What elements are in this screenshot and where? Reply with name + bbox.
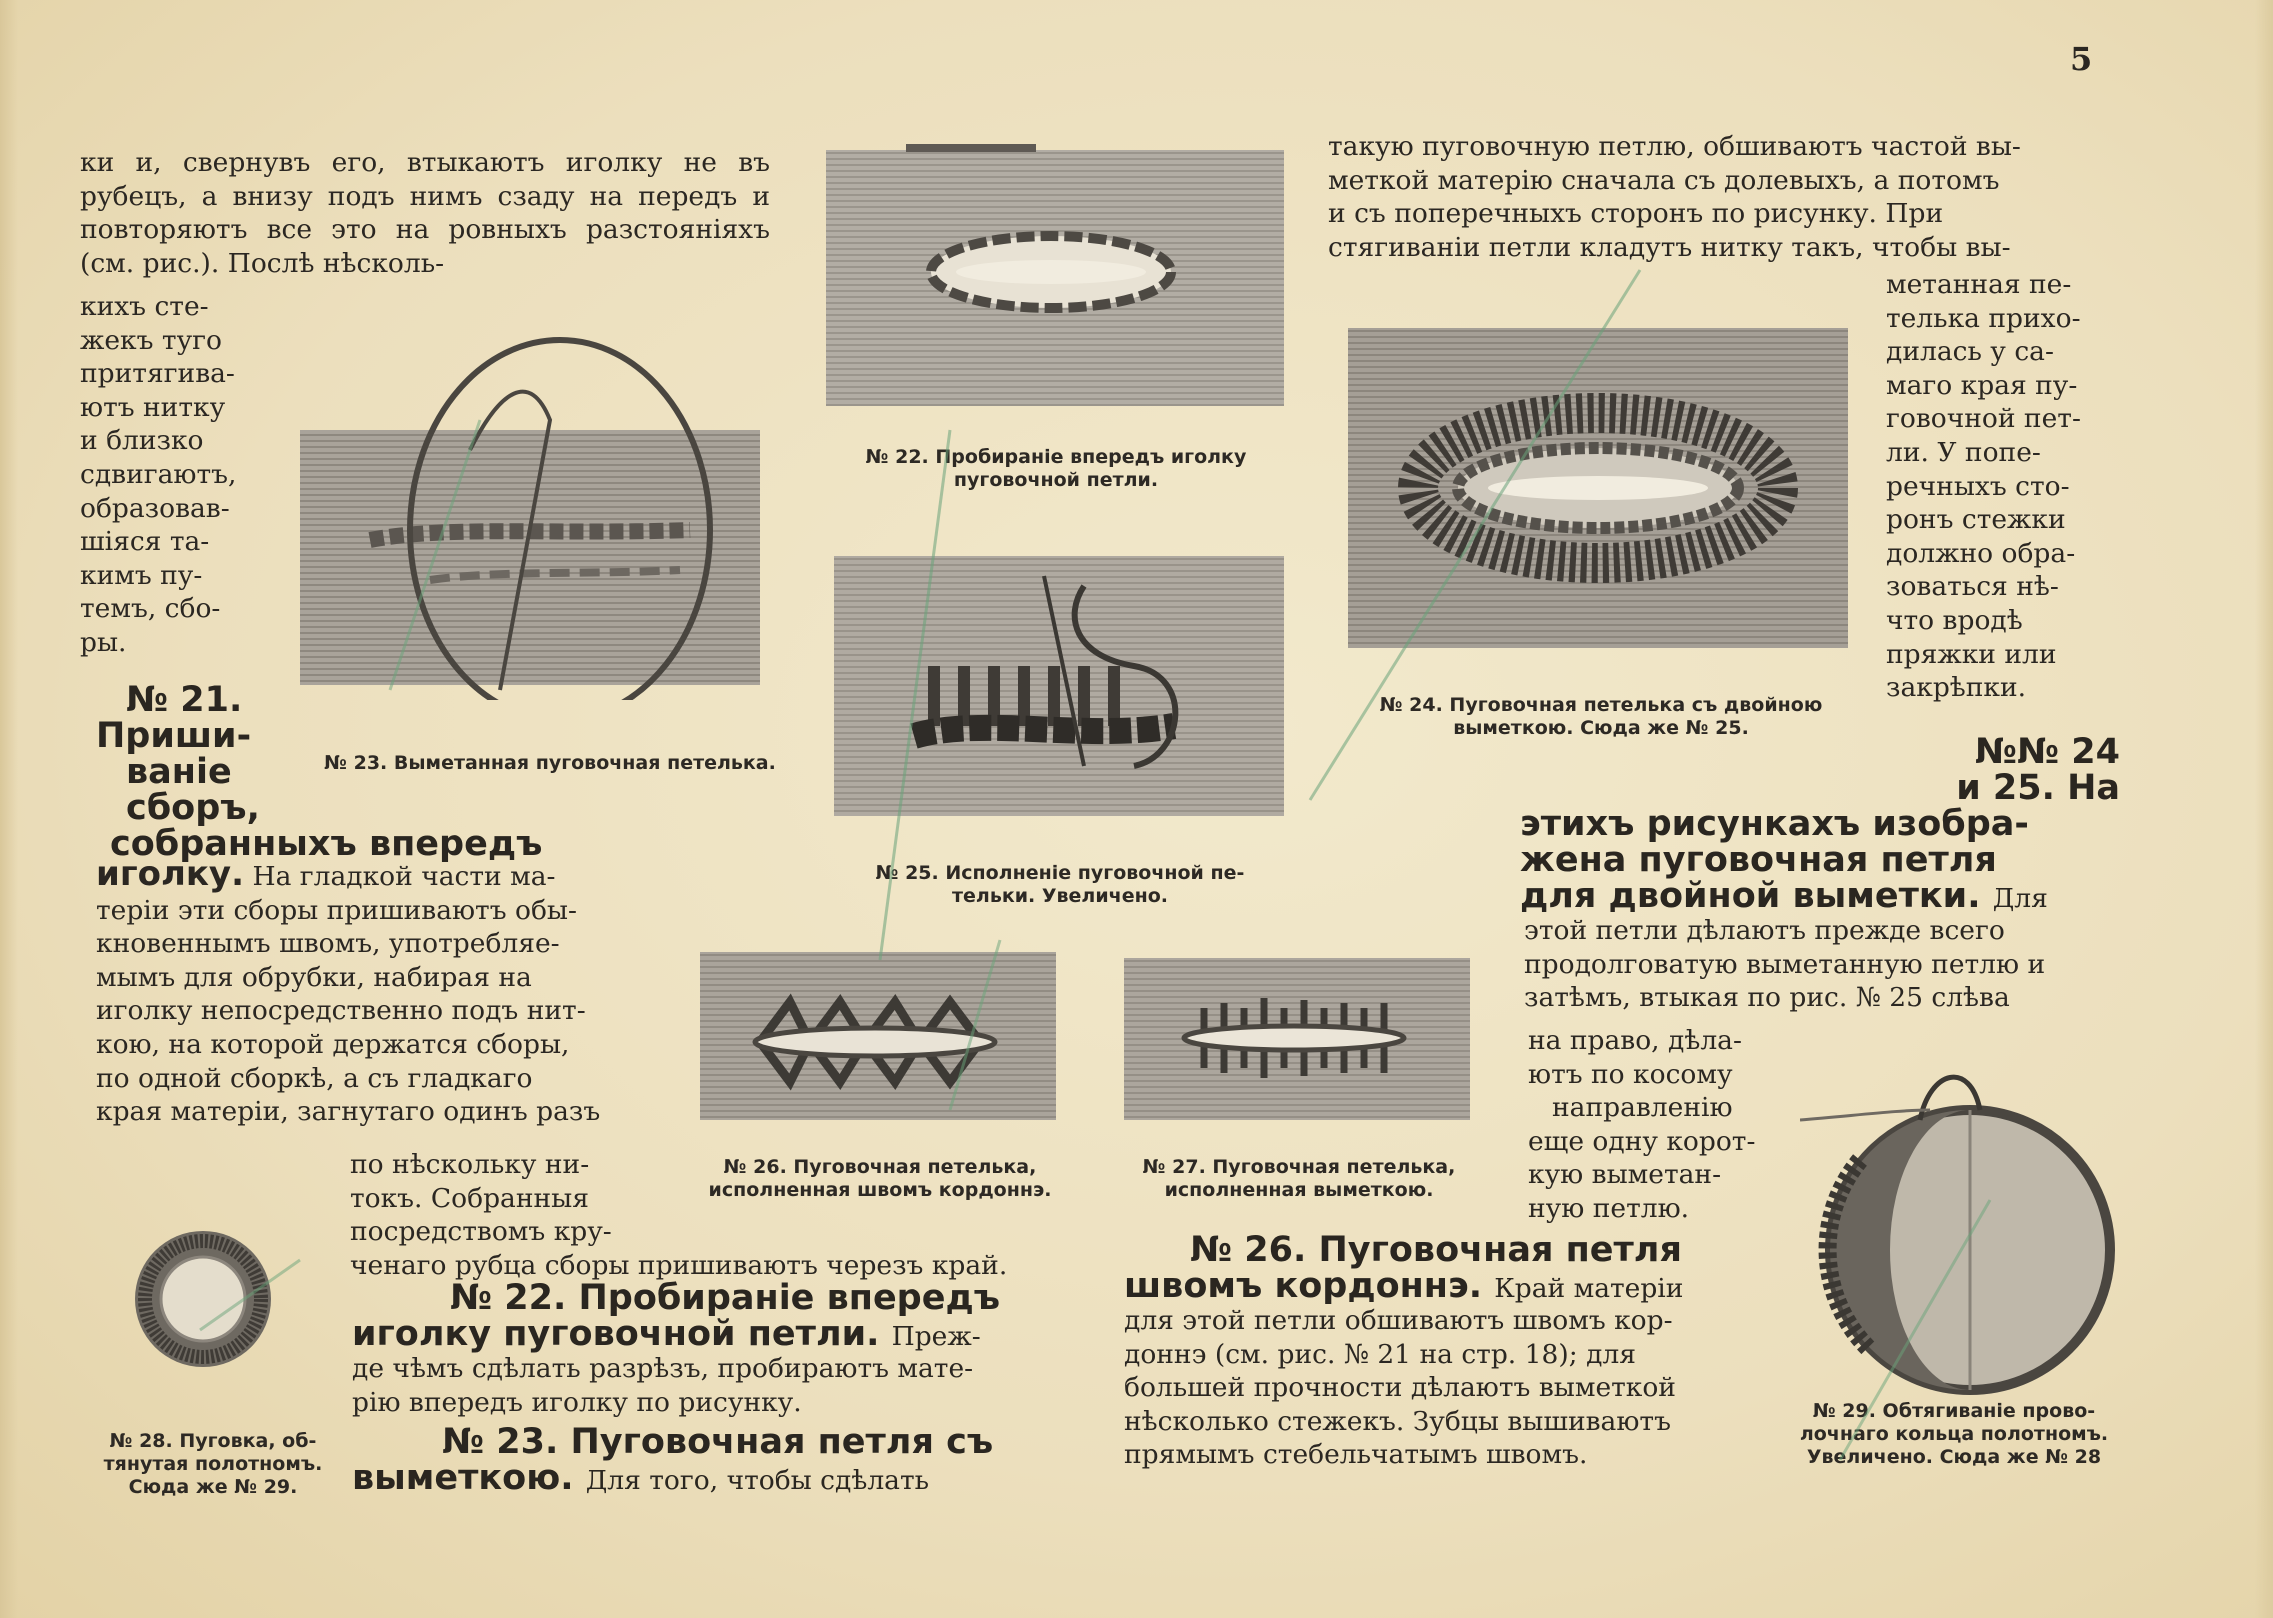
heading-22 xyxy=(352,1278,1120,1354)
text-line: доннэ (см. рис. № 21 на стр. 18); для xyxy=(1124,1338,1636,1370)
heading-line xyxy=(352,1316,1120,1354)
caption-line: исполненная выметкою. xyxy=(1164,1179,1434,1201)
figure-23-illustration xyxy=(300,330,760,700)
text-line: большей прочности дѣлаютъ выметкой xyxy=(1124,1372,1676,1404)
text-line: рію впередъ иголку по рисунку. xyxy=(352,1386,802,1418)
figure-22-illustration xyxy=(826,144,1284,406)
text-line: притягива- xyxy=(80,358,235,390)
text-line: шіяся та- xyxy=(80,526,210,558)
heading-line: сборъ, xyxy=(126,788,260,828)
heading-text: для двойной выметки. xyxy=(1520,876,1981,916)
col3-paragraph-2 xyxy=(1524,914,2124,1015)
caption-line: выметкою. Сюда же № 25. xyxy=(1453,717,1749,739)
text-line: ютъ нитку xyxy=(80,391,226,423)
text-line: ную петлю. xyxy=(1528,1192,1690,1224)
text-line: де чѣмъ сдѣлать разрѣзъ, пробираютъ мате- xyxy=(352,1353,974,1384)
text-line: для этой петли обшиваютъ швомъ кор- xyxy=(1124,1305,1673,1336)
heading-line: № 22. Пробираніе впередъ xyxy=(450,1278,1001,1318)
text-line: говочной пет- xyxy=(1886,403,2081,435)
caption-figure-28 xyxy=(98,1430,328,1499)
heading-line: этихъ рисункахъ изобра- xyxy=(1520,804,2029,844)
text-line: закрѣпки. xyxy=(1886,672,2027,704)
text-line: кимъ пу- xyxy=(80,559,203,591)
text-line: продолговатую выметанную петлю и xyxy=(1524,948,2046,980)
text-line: по нѣскольку ни- xyxy=(350,1149,590,1180)
text-line: такую пуговочную петлю, обшиваютъ частой вы- xyxy=(1328,131,2021,162)
text-line: иголку непосредственно подъ нит- xyxy=(96,995,586,1027)
text-line: жекъ туго xyxy=(80,324,222,356)
text-line: ютъ по косому xyxy=(1528,1058,1733,1090)
heading-text: выметкою. xyxy=(352,1458,574,1498)
text-line: кихъ сте- xyxy=(80,291,209,322)
col3-narrow-block xyxy=(1886,268,2116,705)
caption-line: № 22. Пробираніе впередъ иголку xyxy=(865,446,1247,468)
col1-paragraph-2 xyxy=(96,854,656,1129)
text-segment: На гладкой части ма- xyxy=(252,861,556,892)
text-line: ченаго рубца сборы пришиваютъ черезъ край. xyxy=(350,1249,1008,1281)
text-line: ронъ стежки xyxy=(1886,504,2066,536)
text-line: посредствомъ кру- xyxy=(350,1216,612,1248)
heading-23 xyxy=(352,1424,1092,1498)
text-line: маго края пу- xyxy=(1886,369,2078,401)
text-line: меткой матерію сначала съ долевыхъ, а потомъ xyxy=(1328,164,2000,196)
text-segment: Преж- xyxy=(891,1321,981,1352)
heading-line xyxy=(352,1460,1092,1498)
heading-line: Приши- xyxy=(96,716,252,756)
heading-line: и 25. На xyxy=(1956,768,2120,808)
caption-line: лочнаго кольца полотномъ. xyxy=(1799,1423,2109,1445)
heading-21-tail: иголку. xyxy=(96,854,245,894)
page-number: 5 xyxy=(2070,40,2093,78)
figure-29-illustration xyxy=(1800,1050,2120,1420)
heading-26 xyxy=(1124,1232,1824,1306)
col3-paragraph-3 xyxy=(1124,1304,1804,1472)
col3-paragraph-1 xyxy=(1328,130,2098,264)
caption-figure-27 xyxy=(1114,1156,1484,1202)
heading-text: иголку пуговочной петли. xyxy=(352,1314,880,1354)
text-line: затѣмъ, втыкая по рис. № 25 слѣва xyxy=(1524,982,2010,1014)
heading-line: № 21. xyxy=(126,680,243,720)
caption-figure-22 xyxy=(826,446,1286,492)
text-line: токъ. Собранныя xyxy=(350,1182,589,1214)
page-edge-right xyxy=(2255,0,2273,1618)
caption-line: пуговочной петли. xyxy=(953,469,1159,491)
caption-line: № 29. Обтягиваніе прово- xyxy=(1812,1400,2096,1422)
text-line: что вродѣ xyxy=(1886,604,2023,636)
caption-figure-29 xyxy=(1784,1400,2124,1469)
caption-line: тянутая полотномъ. xyxy=(103,1453,323,1475)
col3-narrow-block-2 xyxy=(1528,1024,1798,1226)
heading-line: № 26. Пуговочная петля xyxy=(1190,1230,1682,1270)
text-line: зоваться нѣ- xyxy=(1886,571,2059,603)
heading-line xyxy=(1124,1268,1824,1306)
text-line: кою, на которой держатся сборы, xyxy=(96,1028,570,1060)
caption-line: № 26. Пуговочная петелька, xyxy=(723,1156,1037,1178)
text-line: края матеріи, загнутаго одинъ разъ xyxy=(96,1096,601,1128)
heading-text: швомъ кордоннэ. xyxy=(1124,1266,1483,1306)
caption-line: Увеличено. Сюда же № 28 xyxy=(1806,1446,2102,1468)
text-line: стягиваніи петли кладутъ нитку такъ, чтобы вы- xyxy=(1328,231,2011,263)
heading-line: собранныхъ впередъ xyxy=(110,824,543,864)
caption-line: № 24. Пуговочная петелька съ двойною xyxy=(1379,694,1823,716)
text-line: этой петли дѣлаютъ прежде всего xyxy=(1524,915,2005,946)
caption-figure-25 xyxy=(830,862,1290,908)
heading-line: № 23. Пуговочная петля съ xyxy=(442,1422,994,1462)
text-line: по одной сборкѣ, а съ гладкаго xyxy=(96,1062,533,1094)
heading-line: №№ 24 xyxy=(1974,732,2120,772)
text-line: и близко xyxy=(80,425,204,457)
caption-line: тельки. Увеличено. xyxy=(952,885,1168,907)
text-line: направленію xyxy=(1552,1092,1733,1124)
text-line: должно обра- xyxy=(1886,537,2076,569)
text-line: мымъ для обрубки, набирая на xyxy=(96,961,532,993)
col1-paragraph-3 xyxy=(352,1352,1092,1419)
text-line: нѣсколько стежекъ. Зубцы вышиваютъ xyxy=(1124,1405,1671,1437)
caption-line: № 27. Пуговочная петелька, xyxy=(1142,1156,1456,1178)
text-line: ры. xyxy=(80,626,127,658)
text-line: сдвигаютъ, xyxy=(80,458,237,490)
figure-28-illustration xyxy=(130,1226,276,1372)
figure-26-illustration xyxy=(700,952,1056,1120)
heading-24-25 xyxy=(1520,734,2120,878)
page-edge-left xyxy=(0,0,18,1618)
text-line: пряжки или xyxy=(1886,638,2057,670)
caption-figure-26 xyxy=(690,1156,1070,1202)
text-line: кую выметан- xyxy=(1528,1159,1722,1191)
heading-line: жена пуговочная петля xyxy=(1520,840,1997,880)
caption-figure-23: № 23. Выметанная пуговочная петелька. xyxy=(324,752,776,774)
text-line xyxy=(96,854,656,894)
caption-line: № 25. Исполненіе пуговочной пе- xyxy=(875,862,1245,884)
caption-line: исполненная швомъ кордоннэ. xyxy=(708,1179,1052,1201)
col1-paragraph-1: ки и, свернувъ его, втыкаютъ иголку не въ рубецъ, а внизу подъ нимъ сзаду на передъ и повторяютъ все это на ровныхъ разстояніяхъ (см. рис.). Послѣ нѣсколь- xyxy=(80,147,770,279)
text-line: теріи эти сборы пришиваютъ обы- xyxy=(96,894,577,926)
text-line: ли. У попе- xyxy=(1886,436,2041,468)
heading-line: ваніе xyxy=(126,752,232,792)
text-line: прямымъ стебельчатымъ швомъ. xyxy=(1124,1439,1588,1471)
text-line: речныхъ сто- xyxy=(1886,470,2070,502)
text-segment: Для xyxy=(1992,883,2048,914)
figure-25-illustration xyxy=(834,556,1284,816)
caption-line: № 28. Пуговка, об- xyxy=(109,1430,317,1452)
text-segment: Для того, чтобы сдѣлать xyxy=(585,1465,930,1496)
caption-figure-24 xyxy=(1336,694,1866,740)
text-line: и съ поперечныхъ сторонъ по рисунку. При xyxy=(1328,198,1944,230)
text-line: на право, дѣла- xyxy=(1528,1025,1742,1056)
heading-24-25-last xyxy=(1520,878,2120,916)
figure-24-illustration xyxy=(1348,328,1848,648)
text-line: дилась у са- xyxy=(1886,336,2054,368)
text-line: еще одну корот- xyxy=(1528,1125,1756,1157)
caption-line: Сюда же № 29. xyxy=(128,1476,298,1498)
text-line: кновеннымъ швомъ, употребляе- xyxy=(96,928,560,960)
figure-27-illustration xyxy=(1124,958,1470,1120)
text-line: темъ, сбо- xyxy=(80,593,221,625)
text-line: образовав- xyxy=(80,492,230,524)
text-segment: Край матеріи xyxy=(1494,1273,1684,1304)
text-line: телька прихо- xyxy=(1886,302,2081,334)
text-line: метанная пе- xyxy=(1886,269,2072,300)
col1-narrow-block xyxy=(80,290,270,660)
